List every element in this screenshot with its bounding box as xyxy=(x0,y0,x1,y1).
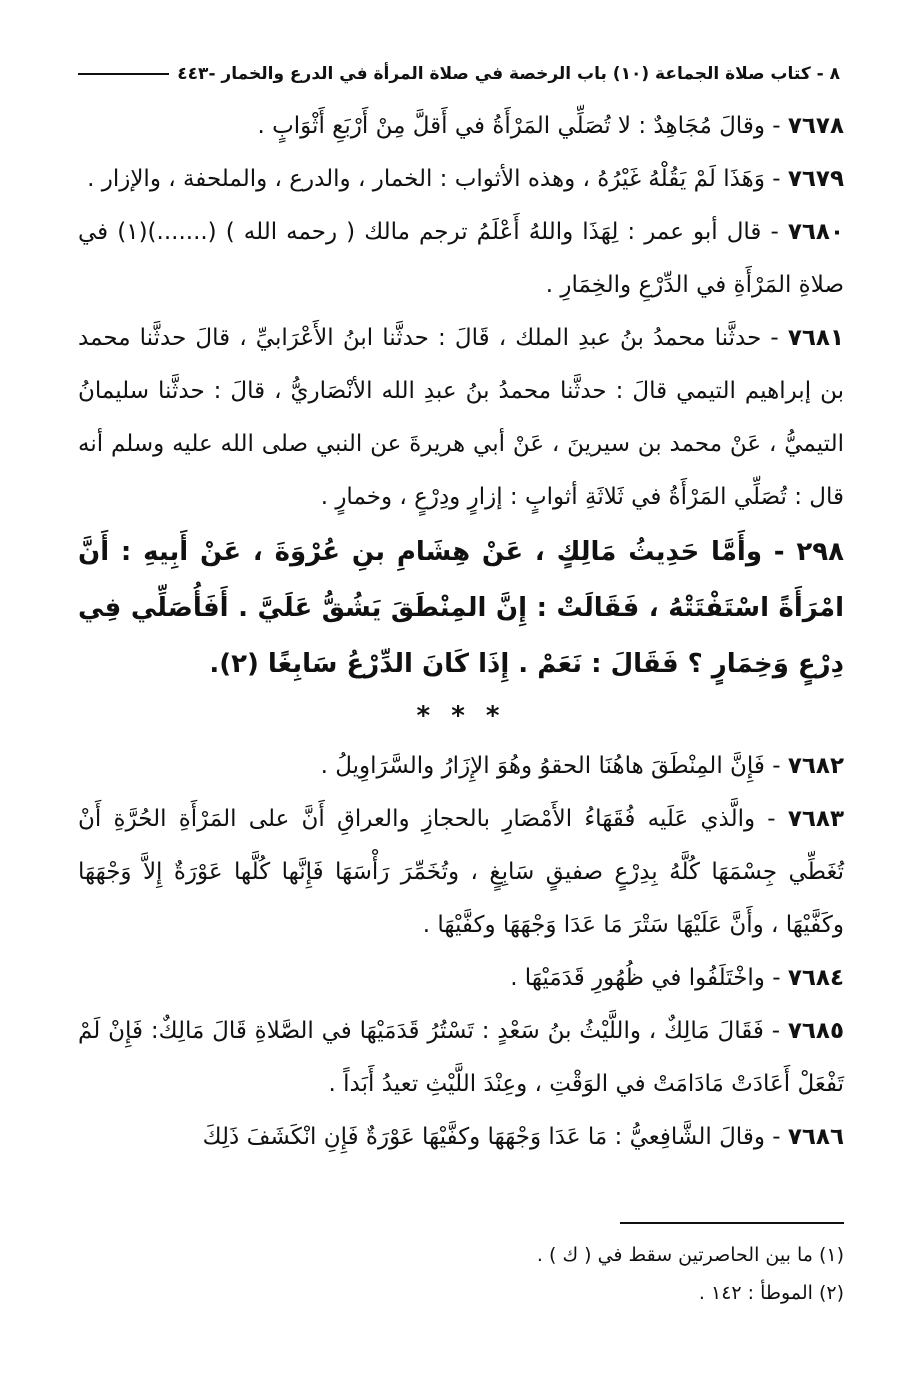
paragraph-7684 xyxy=(78,952,844,1005)
paragraph-number: ٧٦٨٤ xyxy=(787,965,844,991)
paragraph-number: ٧٦٨٥ xyxy=(787,1018,844,1044)
paragraph-7686 xyxy=(78,1111,844,1164)
paragraph-number: ٧٦٧٨ xyxy=(787,113,844,139)
paragraph-text: - حدثَّنا محمدُ بنُ عبدِ الملك ، قَالَ : حدثَّنا ابنُ الأَعْرَابيِّ ، قالَ حدثَّنا محمد بن إبراهيم التيمي قالَ : حدثَّنا محمدُ بنُ عبدِ الله الأنْصَاريُّ ، قالَ : حدثَّنا سليمانُ التيميُّ ، عَنْ محمد بن سيرينَ ، عَنْ أبي هريرةَ عن النبي صلى الله عليه وسلم أنه قال : تُصَلِّي المَرْأَةُ في ثَلاثَةِ أثوابٍ : إزارٍ ودِرْعٍ ، وخمارٍ . xyxy=(78,325,844,510)
paragraph-7683 xyxy=(78,793,844,952)
paragraph-number: ٧٦٨٣ xyxy=(787,806,844,832)
header-title: ٨ - كتاب صلاة الجماعة (١٠) باب الرخصة في صلاة المرأة في الدرع والخمار -٤٤٣ xyxy=(177,64,840,84)
hadith-298 xyxy=(78,524,844,692)
footnotes xyxy=(78,1236,844,1312)
paragraph-text: - وقالَ الشَّافِعيُّ : مَا عَدَا وَجْهَهَا وكفَّيْهَا عَوْرَةٌ فَإِنِ انْكَشَفَ ذَلِكَ xyxy=(202,1124,788,1150)
main-text xyxy=(78,100,844,1164)
paragraph-text: - والَّذي عَلَيه فُقَهَاءُ الأَمْصَارِ بالحجازِ والعراقِ أَنَّ على المَرْأَةِ الحُرَّةِ أَنْ تُغَطِّي جِسْمَهَا كُلَّهُ بِدِرْعٍ صفيقٍ سَابِغٍ ، وتُخَمِّرَ رَأْسَهَا فَإِنَّها كُلَّها عَوْرَةٌ إِلاَّ وَجْهَهَا وكَفَّيْهَا ، وأَنَّ عَلَيْهَا سَتْرَ مَا عَدَا وَجْهَهَا وكفَّيْهَا . xyxy=(78,806,844,938)
paragraph-7682 xyxy=(78,740,844,793)
footnote-2: (٢) الموطأ : ١٤٢ . xyxy=(698,1282,844,1304)
footnote-1: (١) ما بين الحاصرتين سقط في ( ك ) . xyxy=(536,1244,844,1266)
paragraph-7678 xyxy=(78,100,844,153)
paragraph-number: ٧٦٨٦ xyxy=(787,1124,844,1150)
paragraph-text: - قال أبو عمر : لِهَذَا واللهُ أَعْلَمُ ترجم مالك ( رحمه الله ) (.......)(١) في صلاةِ المَرْأَةِ في الدِّرْعِ والخِمَارِ . xyxy=(78,219,844,298)
paragraph-text: - واخْتَلَفُوا في ظُهُورِ قَدَمَيْهَا . xyxy=(510,965,788,991)
paragraph-text: - فَإِنَّ المِنْطَقَ هاهُنَا الحقوُ وهُوَ الإِزَارُ والسَّرَاوِيلُ . xyxy=(320,753,788,779)
paragraph-text: - وقالَ مُجَاهِدٌ : لا تُصَلِّي المَرْأَةُ في أَقلَّ مِنْ أَرْبَعِ أَثْوَابٍ . xyxy=(257,113,788,139)
paragraph-text: - وَهَذَا لَمْ يَقُلْهُ غَيْرُهُ ، وهذه الأثواب : الخمار ، والدرع ، والملحفة ، والإزار . xyxy=(87,166,788,192)
paragraph-7685 xyxy=(78,1005,844,1111)
paragraph-7680 xyxy=(78,206,844,312)
paragraph-number: ٧٦٨٠ xyxy=(787,219,844,245)
section-separator: * * * xyxy=(416,701,506,731)
paragraph-text: - فَقَالَ مَالِكٌ ، واللَّيْثُ بنُ سَعْدٍ : تَسْتُرُ قَدَمَيْهَا في الصَّلاةِ قَالَ مَالِكٌ: فَإِنْ لَمْ تَفْعَلْ أَعَادَتْ مَادَامَتْ في الوَقْتِ ، وعِنْدَ اللَّيْثِ تعيدُ أَبَداً . xyxy=(78,1018,844,1097)
header-rule xyxy=(78,73,169,75)
hadith-text: - وأَمَّا حَدِيثُ مَالِكٍ ، عَنْ هِشَامِ بنِ عُرْوَةَ ، عَنْ أَبِيهِ : أَنَّ امْرَأَةً اسْتَفْتَتْهُ ، فَقَالَتْ : إِنَّ المِنْطَقَ يَشُقُّ عَلَيَّ . أَفَأُصَلِّي فِي دِرْعٍ وَخِمَارٍ ؟ فَقَالَ : نَعَمْ . إِذَا كَانَ الدِّرْعُ سَابِغًا (٢). xyxy=(78,537,844,679)
paragraph-7681 xyxy=(78,312,844,524)
paragraph-number: ٧٦٨١ xyxy=(787,325,844,351)
paragraph-7679 xyxy=(78,153,844,206)
footnote-rule xyxy=(620,1222,844,1224)
paragraph-number: ٧٦٧٩ xyxy=(787,166,844,192)
hadith-number: ٢٩٨ xyxy=(796,537,844,567)
running-header xyxy=(78,52,840,96)
paragraph-number: ٧٦٨٢ xyxy=(787,753,844,779)
